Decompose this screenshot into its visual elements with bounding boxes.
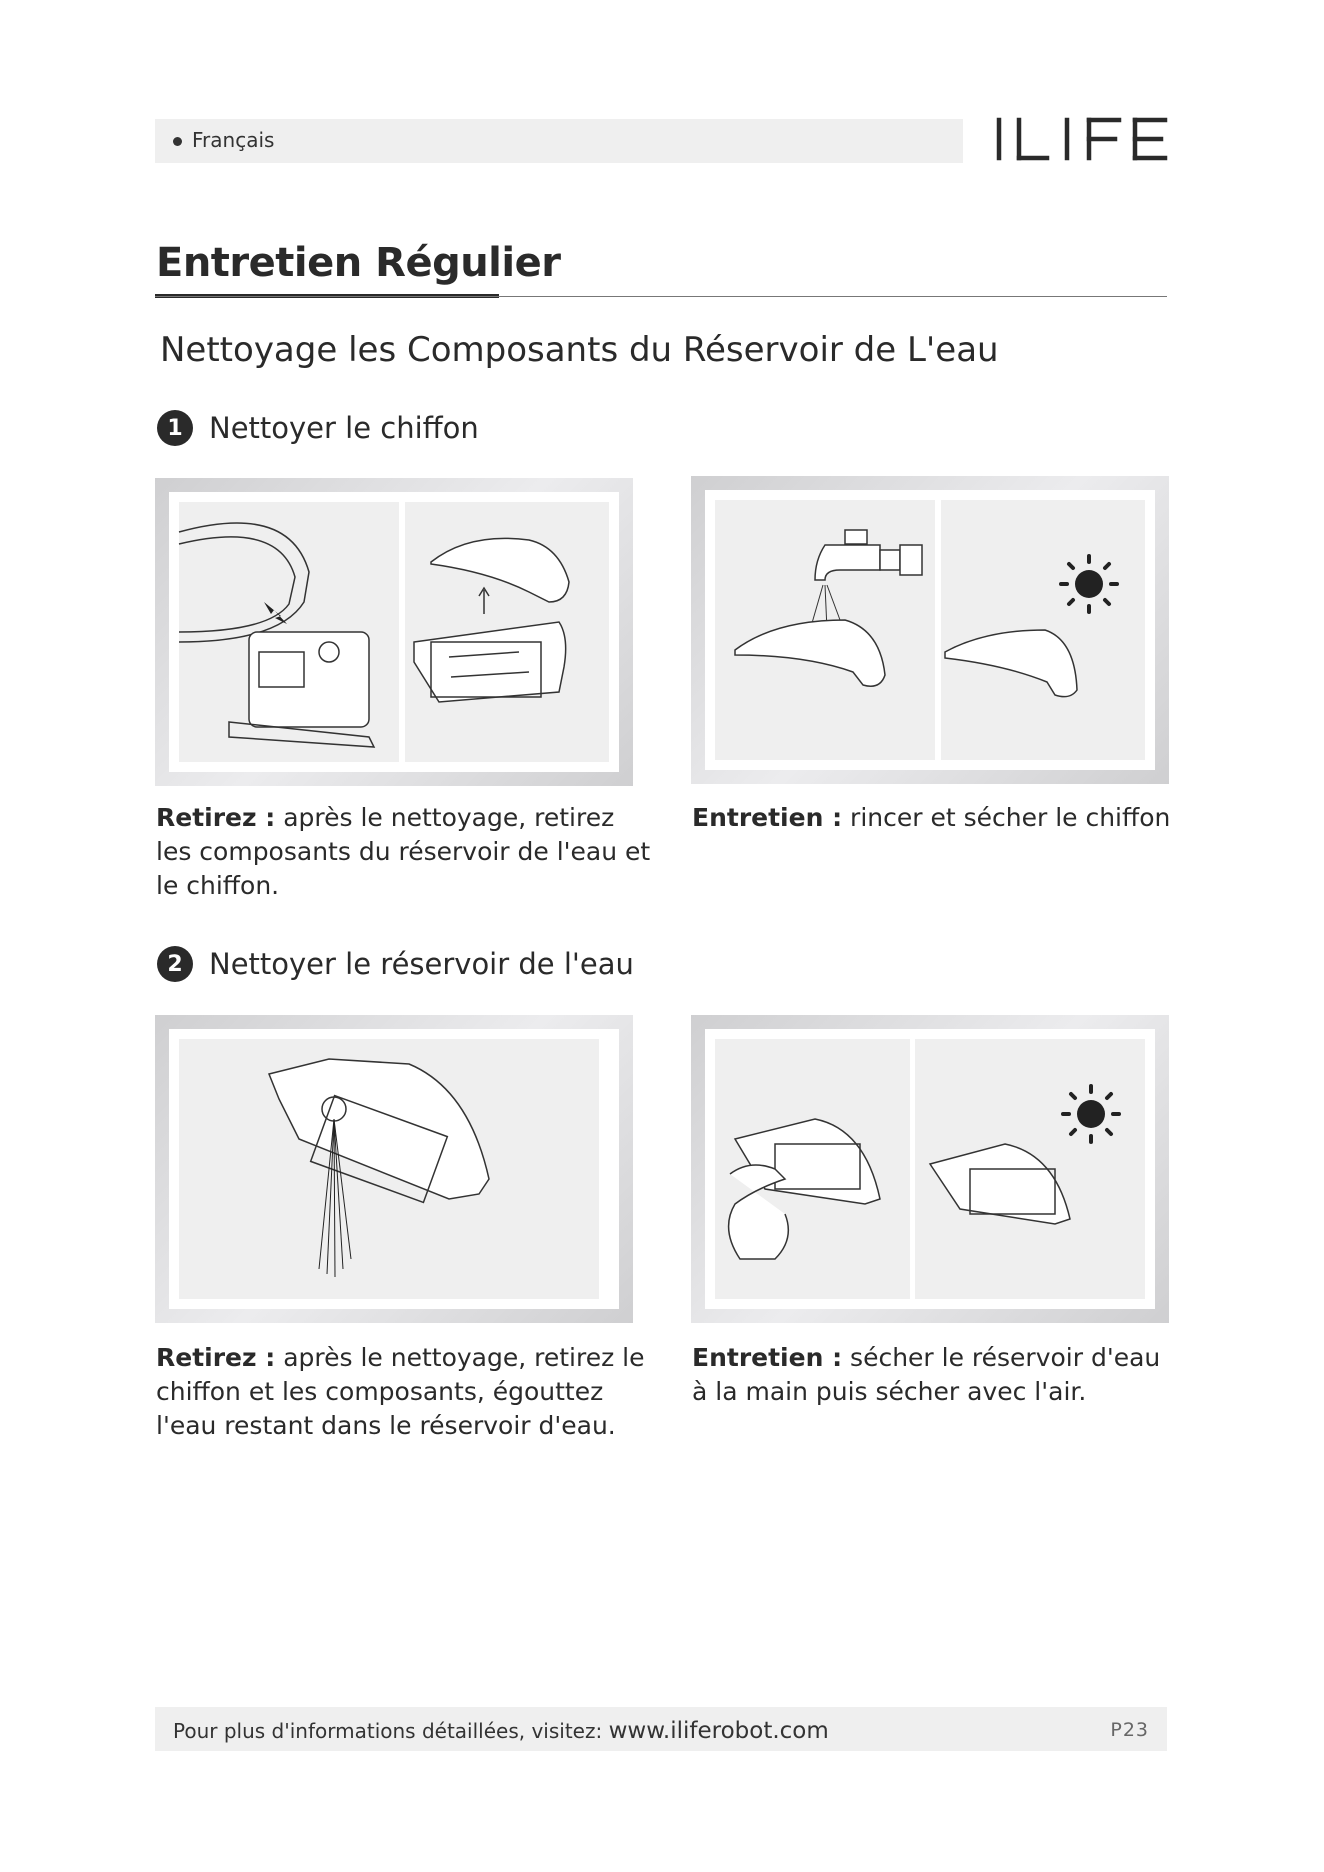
caption-term: Entretien : xyxy=(692,803,843,832)
language-label: Français xyxy=(192,128,275,152)
step-label: Nettoyer le réservoir de l'eau xyxy=(209,947,634,981)
caption-term: Entretien : xyxy=(692,1343,843,1372)
website-link[interactable]: www.iliferobot.com xyxy=(608,1718,829,1744)
caption-text: après le nettoyage, retirez les composants du réservoir de l'eau et le chiffon. xyxy=(156,803,651,900)
illustration-remove-tank xyxy=(155,478,633,786)
caption-text: sécher le réservoir d'eau à la main puis sécher avec l'air. xyxy=(692,1343,1161,1406)
caption-remove xyxy=(156,801,656,903)
bullet-icon xyxy=(173,137,182,146)
step-number-badge: 1 xyxy=(157,410,193,446)
illustration-drain-tank xyxy=(155,1015,633,1323)
language-bar xyxy=(155,119,963,163)
title-rule xyxy=(155,296,1167,297)
caption-term: Retirez : xyxy=(156,1343,276,1372)
step-number-badge: 2 xyxy=(157,946,193,982)
footer-prefix: Pour plus d'informations détaillées, visitez: xyxy=(173,1719,609,1743)
ilife-logo xyxy=(995,108,1169,170)
step-1-heading xyxy=(157,410,479,446)
caption-maintenance-tank xyxy=(692,1341,1162,1409)
step-label: Nettoyer le chiffon xyxy=(209,411,479,445)
caption-text: après le nettoyage, retirez le chiffon et les composants, égouttez l'eau restant dans le réservoir d'eau. xyxy=(156,1343,645,1440)
page-title: Entretien Régulier xyxy=(156,240,561,286)
caption-maintenance-cloth xyxy=(692,801,1192,835)
illustration-rinse-cloth xyxy=(691,476,1169,784)
footer-text xyxy=(173,1718,829,1744)
caption-term: Retirez : xyxy=(156,803,276,832)
illustration-dry-tank xyxy=(691,1015,1169,1323)
hand-icon xyxy=(729,1165,789,1259)
caption-drain xyxy=(156,1341,656,1443)
step-2-heading xyxy=(157,946,634,982)
section-subtitle: Nettoyage les Composants du Réservoir de L'eau xyxy=(160,330,999,370)
footer-bar xyxy=(155,1707,1167,1751)
caption-text: rincer et sécher le chiffon xyxy=(842,803,1171,832)
page-number: P23 xyxy=(1110,1719,1149,1741)
